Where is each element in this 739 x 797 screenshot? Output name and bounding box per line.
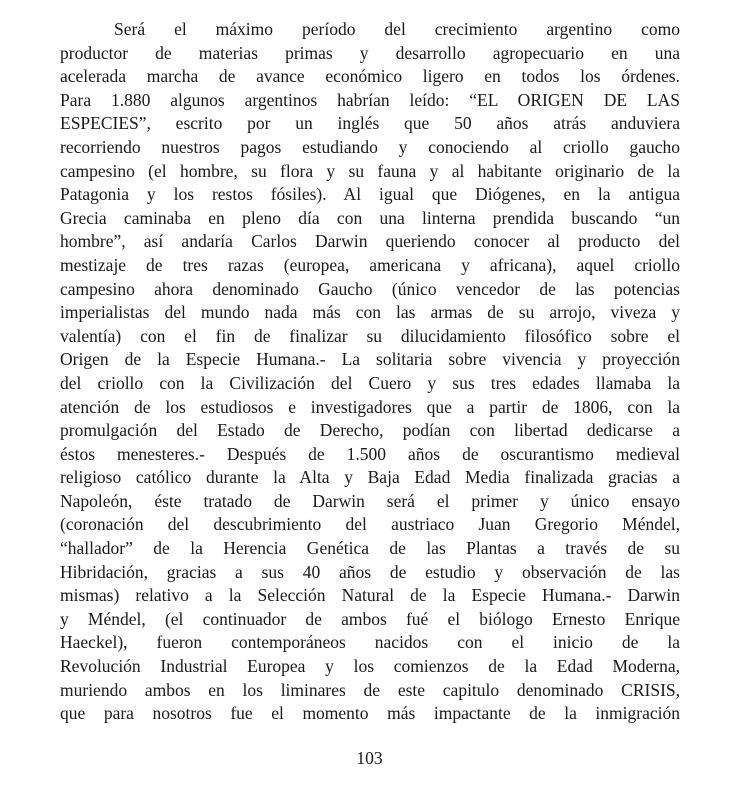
text-line: del criollo con la Civilización del Cuero y sus tres edades llamaba la	[60, 372, 680, 393]
text-line: acelerada marcha de avance económico ligero en todos los órdenes.	[60, 66, 680, 87]
text-line: recorriendo nuestros pagos estudiando y conociendo al criollo gaucho	[60, 136, 680, 157]
text-line: atención de los estudiosos e investigadores que a partir de 1806, con la	[60, 396, 680, 417]
page-number: 103	[356, 748, 383, 768]
text-line: y Méndel, (el continuador de ambos fué el biólogo Ernesto Enrique	[60, 608, 680, 629]
text-line: que para nosotros fue el momento más impactante de la inmigración	[60, 703, 680, 724]
text-line: Patagonia y los restos fósiles). Al igual que Diógenes, en la antigua	[60, 184, 680, 205]
text-line: Será el máximo período del crecimiento argentino como	[114, 19, 680, 39]
text-line: religioso católico durante la Alta y Baja Edad Media finalizada gracias a	[60, 467, 680, 488]
text-line: Haeckel), fueron contemporáneos nacidos con el inicio de la	[60, 632, 680, 653]
text-line: mismas) relativo a la Selección Natural de la Especie Humana.- Darwin	[60, 585, 680, 606]
text-line: mestizaje de tres razas (europea, americana y africana), aquel criollo	[60, 254, 680, 275]
text-line: campesino ahora denominado Gaucho (único vencedor de las potencias	[60, 278, 680, 299]
text-line: promulgación del Estado de Derecho, podían con libertad dedicarse a	[60, 420, 680, 441]
text-line: valentía) con el fin de finalizar su dilucidamiento filosófico sobre el	[60, 325, 680, 346]
text-line: Revolución Industrial Europea y los comienzos de la Edad Moderna,	[60, 656, 680, 677]
text-line: imperialistas del mundo nada más con las armas de su arrojo, viveza y	[60, 302, 680, 323]
text-line: “hallador” de la Herencia Genética de las Plantas a través de su	[60, 538, 680, 559]
text-line: éstos menesteres.- Después de 1.500 años de oscurantismo medieval	[60, 443, 680, 464]
text-line: hombre”, así andaría Carlos Darwin queriendo conocer al producto del	[60, 231, 680, 252]
text-line: Para 1.880 algunos argentinos habrían leído: “EL ORIGEN DE LAS	[60, 89, 680, 110]
text-line: (coronación del descubrimiento del austriaco Juan Gregorio Méndel,	[60, 514, 680, 535]
body-paragraph	[60, 18, 680, 726]
text-line: ESPECIES”, escrito por un inglés que 50 años atrás anduviera	[60, 113, 680, 134]
text-line: Origen de la Especie Humana.- La solitaria sobre vivencia y proyección	[60, 349, 680, 370]
text-line: campesino (el hombre, su flora y su fauna y al habitante originario de la	[60, 160, 680, 181]
text-line: Grecia caminaba en pleno día con una linterna prendida buscando “un	[60, 207, 680, 228]
text-line: Napoleón, éste tratado de Darwin será el primer y único ensayo	[60, 490, 680, 511]
text-line: muriendo ambos en los liminares de este capitulo denominado CRISIS,	[60, 679, 680, 700]
text-line: productor de materias primas y desarrollo agropecuario en una	[60, 42, 680, 63]
text-line: Hibridación, gracias a sus 40 años de estudio y observación de las	[60, 561, 680, 582]
